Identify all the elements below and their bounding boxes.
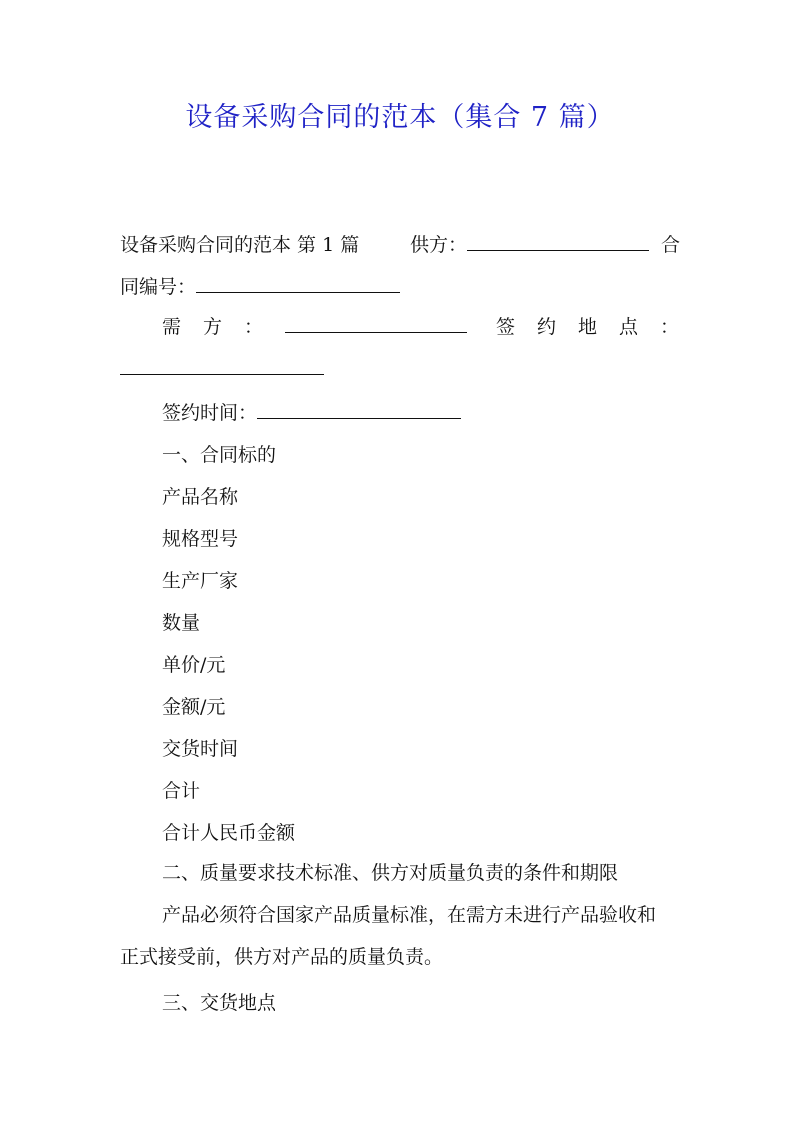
contract-number-blank bbox=[196, 274, 400, 293]
buyer-char-1: 需 bbox=[162, 316, 182, 338]
header-line-1 bbox=[120, 232, 359, 258]
sign-time-field bbox=[162, 400, 461, 426]
item-product-name: 产品名称 bbox=[162, 486, 239, 508]
sign-place-char-5: ： bbox=[660, 316, 680, 338]
sign-time-label: 签约时间： bbox=[162, 402, 258, 424]
sign-place-blank-wrap bbox=[120, 356, 324, 382]
sign-place-char-2: 约 bbox=[537, 316, 557, 338]
item-amount: 金额/元 bbox=[162, 696, 226, 718]
item-delivery-time: 交货时间 bbox=[162, 738, 239, 760]
contract-edition-label: 设备采购合同的范本 第 1 篇 bbox=[120, 234, 360, 256]
sign-place-char-3: 地 bbox=[578, 316, 598, 338]
buyer-char-2: 方 bbox=[203, 316, 223, 338]
buyer-blank-wrap bbox=[285, 314, 467, 340]
contract-number-field bbox=[120, 274, 400, 300]
supplier-blank bbox=[467, 232, 649, 251]
item-model: 规格型号 bbox=[162, 528, 239, 550]
item-unit-price: 单价/元 bbox=[162, 654, 226, 676]
sign-place-char-1: 签 bbox=[496, 316, 516, 338]
supplier-label: 供方： bbox=[410, 234, 468, 256]
section-3-heading: 三、交货地点 bbox=[162, 992, 277, 1014]
contract-number-label: 同编号： bbox=[120, 276, 197, 298]
sign-time-blank bbox=[257, 400, 461, 419]
item-quantity: 数量 bbox=[162, 612, 201, 634]
section-2-heading: 二、质量要求技术标准、供方对质量负责的条件和期限 bbox=[162, 862, 619, 884]
section-2-paragraph-line-2: 正式接受前，供方对产品的质量负责。 bbox=[120, 946, 444, 968]
item-total: 合计 bbox=[162, 780, 201, 802]
supplier-field bbox=[410, 232, 649, 258]
buyer-char-3: ： bbox=[244, 316, 264, 338]
item-total-rmb: 合计人民币金额 bbox=[162, 822, 296, 844]
section-1-heading: 一、合同标的 bbox=[162, 444, 277, 466]
item-manufacturer: 生产厂家 bbox=[162, 570, 239, 592]
document-title: 设备采购合同的范本（集合 7 篇） bbox=[185, 102, 615, 133]
line1-suffix: 合 bbox=[661, 234, 681, 256]
buyer-blank bbox=[285, 314, 467, 333]
section-2-paragraph-line-1: 产品必须符合国家产品质量标准，在需方未进行产品验收和 bbox=[162, 904, 657, 926]
sign-place-char-4: 点 bbox=[619, 316, 639, 338]
sign-place-blank bbox=[120, 356, 324, 375]
